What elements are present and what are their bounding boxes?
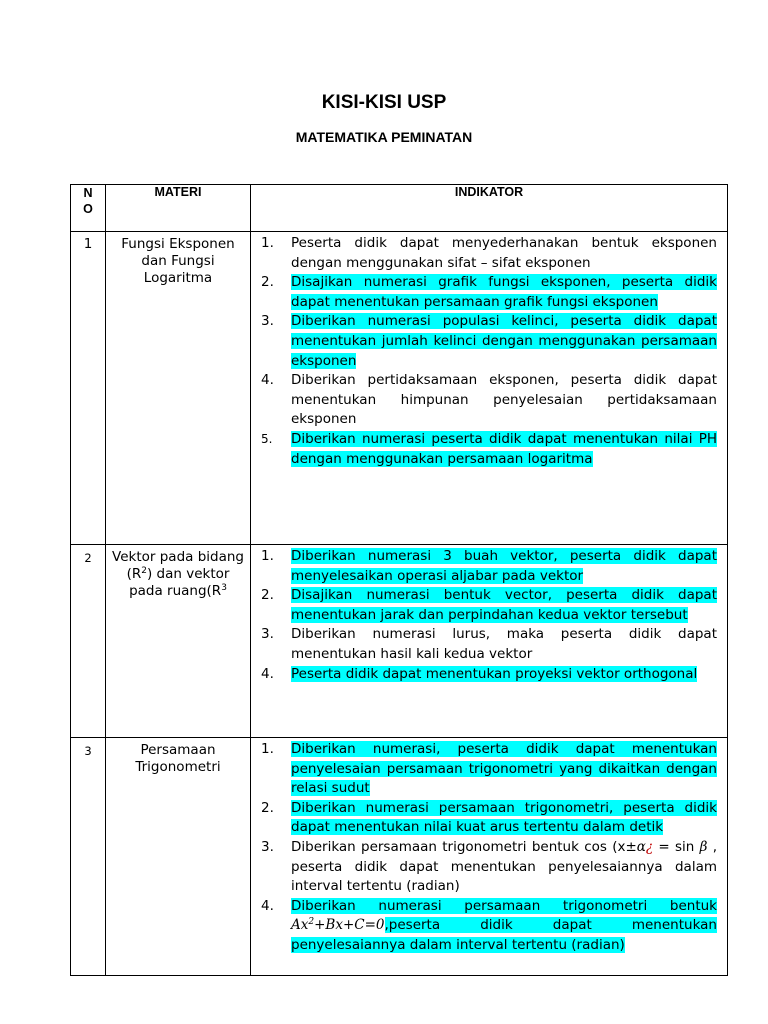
document-title: KISI-KISI USP [321,92,447,113]
row-materi: Persamaan Trigonometri [106,738,251,976]
highlighted-text: Disajikan numerasi grafik fungsi eksponen, peserta didik dapat menentukan persamaan grafik fungsi eksponen [291,274,717,310]
indikator-number: 4. [261,665,274,682]
indikator-text-part: = sin [653,838,700,855]
superscript: 2 [141,566,147,576]
indikator-text [291,234,717,273]
header-materi: MATERI [106,185,251,232]
indikator-item [257,586,717,625]
highlighted-text: ,peserta didik dapat menentukan penyelesaiannya dalam interval tertentu (radian) [291,917,717,953]
indikator-number: 3. [261,838,274,855]
table-row [71,545,728,738]
beta-symbol: β [699,838,708,855]
row-number: 1 [71,232,106,545]
indikator-item [257,430,717,469]
highlighted-text: Diberikan numerasi peserta didik dapat menentukan nilai PH dengan menggunakan persamaan logaritma [291,430,717,467]
indikator-list [257,234,717,469]
alpha-symbol: α [636,838,646,855]
indikator-item [257,312,717,371]
indikator-text [291,838,717,897]
indikator-text [291,586,717,625]
highlighted-text: Diberikan numerasi, peserta didik dapat menentukan penyelesaian persamaan trigonometri yang dikaitkan dengan relasi sudut [291,741,717,797]
indikator-item [257,740,717,799]
indikator-item [257,665,717,685]
table-row [71,232,728,545]
row-indikator [251,738,728,976]
superscript: 3 [221,583,227,593]
indikator-number: 1. [261,741,274,757]
indikator-text-span: Diberikan pertidaksamaan eksponen, peserta didik dapat menentukan himpunan penyelesaian pertidaksamaan eksponen [291,372,717,428]
indikator-number: 2. [261,587,274,604]
materi-text-a: Vektor pada bidang (R [112,549,244,582]
indikator-text [291,799,717,838]
indikator-item [257,273,717,312]
table-header-row [71,185,728,232]
row-indikator [251,545,728,738]
highlighted-text: Diberikan numerasi persamaan trigonometri, peserta didik dapat menentukan nilai kuat arus tertentu dalam detik [291,799,717,836]
indikator-item [257,799,717,838]
highlighted-text: Peserta didik dapat menentukan proyeksi vektor orthogonal [291,665,698,682]
indikator-text [291,625,717,664]
indikator-text [291,897,717,956]
indikator-number: 2. [261,799,274,816]
row-number: 2 [71,545,106,738]
indikator-item [257,547,717,586]
header-no [71,185,106,232]
highlighted-text: Disajikan numerasi bentuk vector, peserta didik dapat menentukan jarak dan perpindahan kedua vektor tersebut [291,587,717,623]
indikator-text [291,371,717,430]
indikator-item [257,625,717,664]
indikator-number: 1. [261,235,274,251]
indikator-text-part: , peserta didik dapat menentukan penyelesaiannya dalam interval tertentu (radian) [291,838,718,895]
header-no-label: N O [83,186,93,216]
table-row [71,738,728,976]
highlighted-text: Diberikan numerasi populasi kelinci, peserta didik dapat menentukan jumlah kelinci dengan menggunakan persamaan eksponen [291,313,717,369]
indikator-text-part: Diberikan persamaan trigonometri bentuk cos (x [291,838,626,855]
plus-minus-symbol: ± [625,838,637,855]
indikator-item [257,234,717,273]
indikator-number: 3. [261,313,274,330]
indikator-number: 2. [261,274,274,291]
kisi-kisi-table [70,184,728,976]
indikator-text [291,430,717,469]
indikator-list [257,740,717,956]
row-materi: Fungsi Eksponen dan Fungsi Logaritma [106,232,251,545]
indikator-number: 5. [261,431,273,446]
indikator-number: 1. [261,548,274,564]
inverted-question-symbol: ¿ [645,838,654,855]
formula-rest: +Bx+C=0 [314,917,385,934]
row-materi [106,545,251,738]
formula-exponent: 2 [308,917,315,928]
formula-term: Ax [291,917,309,934]
row-indikator [251,232,728,545]
indikator-text [291,273,717,312]
indikator-number: 4. [261,372,274,389]
indikator-item [257,897,717,956]
indikator-text [291,547,717,586]
header-indikator: INDIKATOR [251,185,728,232]
indikator-text [291,740,717,799]
indikator-text-span: Peserta didik dapat menyederhanakan bentuk eksponen dengan menggunakan sifat – sifat eksponen [291,235,717,271]
indikator-text [291,665,717,685]
document-subtitle: MATEMATIKA PEMINATAN [295,129,473,145]
indikator-item [257,838,717,897]
row-number: 3 [71,738,106,976]
indikator-number: 4. [261,897,274,914]
indikator-number: 3. [261,626,274,643]
indikator-list [257,547,717,684]
indikator-text-span: Diberikan numerasi lurus, maka peserta didik dapat menentukan hasil kali kedua vektor [291,626,717,662]
highlighted-text: Diberikan numerasi persamaan trigonometri bentuk [291,897,717,914]
highlighted-text: Diberikan numerasi 3 buah vektor, peserta didik dapat menyelesaikan operasi aljabar pada vektor [291,548,717,584]
indikator-text [291,312,717,371]
indikator-item [257,371,717,430]
materi-text-b: ) dan vektor pada ruang(R [129,566,230,599]
